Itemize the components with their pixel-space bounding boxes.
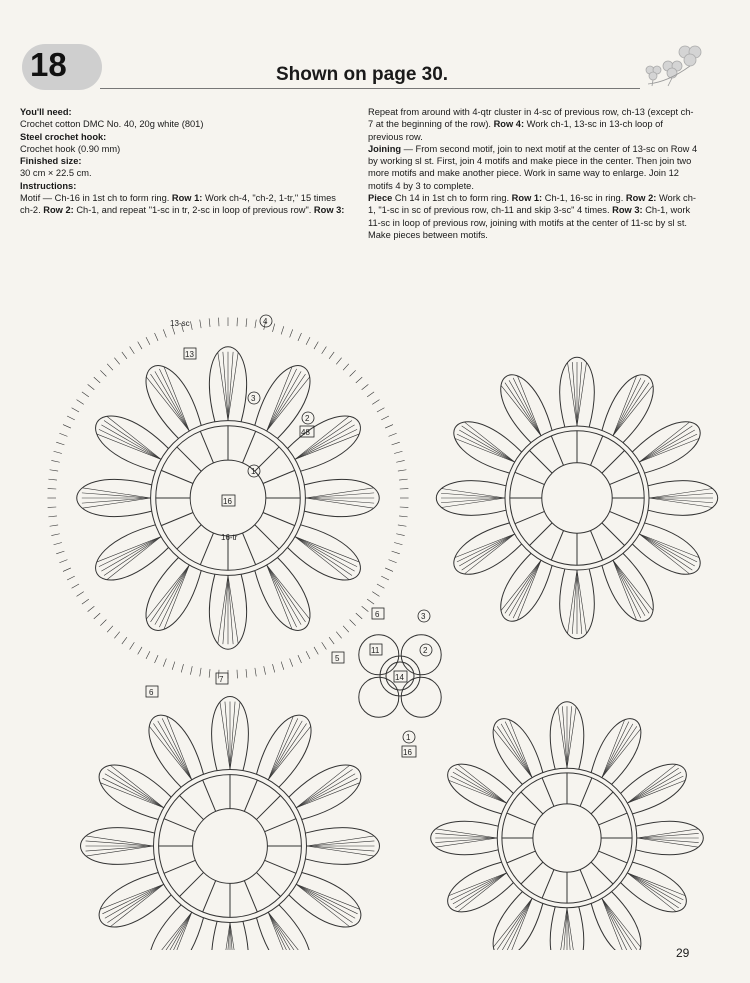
label-box-13: 13	[185, 350, 194, 359]
piece-instructions	[368, 192, 698, 241]
hook-label: Steel crochet hook:	[20, 131, 107, 142]
label-row-3: 3	[251, 394, 256, 403]
joining-text: — From second motif, join to next motif at the center of 13-sc on Row 4 by working sl st. First, join 4 motifs and make piece in the center. Then join two more motifs and make another piece. Work in same way to enlarge. Join 12 motifs 4 by 3 to complete.	[368, 143, 698, 191]
instructions-column	[368, 106, 698, 241]
row2-text: Ch-1, and repeat "1-sc in tr, 2-sc in loop of previous row".	[73, 205, 314, 216]
materials-column	[20, 106, 350, 217]
piece-text: Ch 14 in 1st ch to form ring.	[392, 193, 512, 204]
size-label: Finished size:	[20, 156, 82, 167]
piece-row3-text: Ch-1, work 11-sc in loop of previous row, joining with motifs at the center of 11-sc by sl st. Make pieces between motifs.	[368, 205, 691, 240]
header-rule	[100, 88, 640, 89]
clover-decoration-icon	[638, 40, 708, 90]
hook-value: Crochet hook (0.90 mm)	[20, 143, 121, 154]
piece-label-row-1: 1	[406, 733, 411, 742]
label-row-4: 4	[263, 317, 268, 326]
motif-bottom-left	[81, 697, 380, 950]
row4-label: Row 4:	[493, 119, 525, 130]
pattern-number: 18	[30, 46, 67, 83]
piece-label-box-16: 16	[403, 748, 412, 757]
row4-text: Work ch-1, 13-sc in 13-ch loop of previous row.	[368, 119, 663, 142]
row1-label: Row 1:	[171, 193, 203, 204]
page-number: 29	[676, 946, 690, 960]
materials-need-value: Crochet cotton DMC No. 40, 20g white (801)	[20, 119, 204, 130]
row2-label: Row 2:	[43, 205, 74, 216]
size-value: 30 cm × 22.5 cm.	[20, 168, 92, 179]
piece-row1-text: Ch-1, 16-sc in ring.	[542, 193, 626, 204]
label-box-16: 16	[223, 497, 232, 506]
row3-label: Row 3:	[313, 205, 345, 216]
piece-label-row-3: 3	[421, 612, 426, 621]
motif-instructions	[20, 192, 350, 217]
row1-text: Work ch-4, "ch-2, 1-tr," 15 times ch-2.	[20, 193, 336, 216]
joining-label: Joining	[368, 143, 402, 154]
motif-text: Motif — Ch-16 in 1st ch to form ring.	[20, 193, 172, 204]
page-reference: Shown on page 30.	[276, 64, 449, 85]
piece-label-box-11: 11	[371, 646, 380, 655]
motif-layer	[47, 317, 717, 950]
motif3-label-box-7: 7	[219, 675, 224, 684]
piece-label-box-6: 6	[375, 610, 380, 619]
crochet-diagram	[0, 290, 750, 950]
materials-need-label: You'll need:	[20, 107, 72, 117]
row3-4-instructions	[368, 106, 698, 143]
label-16-tr: 16-tr	[221, 533, 238, 542]
joining-instructions	[368, 143, 698, 192]
piece-row3-label: Row 3:	[612, 205, 643, 216]
piece-label-box-5: 5	[335, 654, 340, 663]
instructions-label: Instructions:	[20, 180, 77, 191]
piece-row1-label: Row 1:	[511, 193, 543, 204]
motif3-label-box-6: 6	[149, 688, 154, 697]
piece-label: Piece	[368, 193, 393, 204]
label-13-sc: 13-sc	[170, 319, 190, 328]
piece-label-box-14: 14	[395, 673, 404, 682]
motif-bottom-right	[431, 702, 704, 950]
row3-text: Repeat from around with 4-qtr cluster in 4-sc of previous row, ch-13 (except ch-7 at the beginning of the row).	[368, 107, 694, 130]
label-box-48: 48	[301, 428, 310, 437]
piece-row2-text: Work ch-1, "1-sc in sc of previous row, ch-11 and skip 3-sc" 4 times.	[368, 193, 696, 216]
label-row-2: 2	[305, 414, 310, 423]
piece-label-row-2: 2	[423, 646, 428, 655]
label-row-1: 1	[251, 467, 256, 476]
piece-row2-label: Row 2:	[625, 193, 657, 204]
motif-top-right	[436, 357, 717, 638]
